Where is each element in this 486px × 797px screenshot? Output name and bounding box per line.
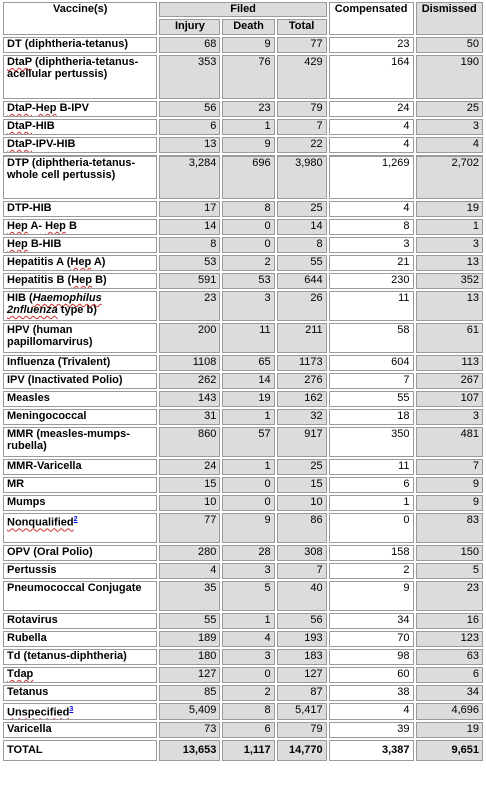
cell-injury: 6 bbox=[159, 119, 220, 135]
header-compensated: Compensated bbox=[329, 2, 414, 35]
cell-death: 4 bbox=[222, 631, 274, 647]
name-word: Haemophilus bbox=[32, 292, 102, 304]
vaccine-compensation-table bbox=[1, 0, 485, 763]
vaccine-name bbox=[3, 667, 157, 683]
vaccine-name bbox=[3, 37, 157, 53]
cell-dismissed: 3 bbox=[416, 237, 483, 253]
vaccine-name bbox=[3, 101, 157, 117]
vaccine-name bbox=[3, 155, 157, 199]
vaccine-name-text: Rotavirus bbox=[7, 614, 58, 626]
cell-dismissed: 50 bbox=[416, 37, 483, 53]
cell-death: 28 bbox=[222, 545, 274, 561]
cell-injury: 13 bbox=[159, 137, 220, 153]
cell-injury: 35 bbox=[159, 581, 220, 611]
table-row bbox=[3, 685, 483, 701]
cell-death: 1 bbox=[222, 613, 274, 629]
cell-dismissed: 25 bbox=[416, 101, 483, 117]
cell-compensated: 58 bbox=[329, 323, 414, 353]
cell-injury: 73 bbox=[159, 722, 220, 738]
total-total: 14,770 bbox=[277, 740, 327, 761]
cell-dismissed: 123 bbox=[416, 631, 483, 647]
name-word: DtaP bbox=[7, 120, 33, 132]
cell-injury: 180 bbox=[159, 649, 220, 665]
vaccine-name bbox=[3, 513, 157, 543]
cell-death: 65 bbox=[222, 355, 274, 371]
cell-death: 1 bbox=[222, 459, 274, 475]
vaccine-name bbox=[3, 291, 157, 321]
cell-injury: 23 bbox=[159, 291, 220, 321]
cell-dismissed: 6 bbox=[416, 667, 483, 683]
cell-death: 696 bbox=[222, 155, 274, 199]
header-dismissed: Dismissed bbox=[416, 2, 483, 35]
vaccine-name-text: DtaP-Hep B-IPV bbox=[7, 102, 89, 114]
vaccine-name bbox=[3, 273, 157, 289]
total-label: TOTAL bbox=[3, 740, 157, 761]
cell-injury: 143 bbox=[159, 391, 220, 407]
vaccine-name-text: MMR-Varicella bbox=[7, 460, 82, 472]
cell-injury: 14 bbox=[159, 219, 220, 235]
cell-injury: 68 bbox=[159, 37, 220, 53]
cell-compensated: 7 bbox=[329, 373, 414, 389]
cell-total: 7 bbox=[277, 119, 327, 135]
table-row bbox=[3, 119, 483, 135]
table-row bbox=[3, 201, 483, 217]
cell-death: 0 bbox=[222, 667, 274, 683]
cell-death: 6 bbox=[222, 722, 274, 738]
cell-total: 40 bbox=[277, 581, 327, 611]
cell-dismissed: 7 bbox=[416, 459, 483, 475]
vaccine-name-text: Tetanus bbox=[7, 686, 49, 698]
cell-injury: 31 bbox=[159, 409, 220, 425]
cell-dismissed: 3 bbox=[416, 119, 483, 135]
vaccine-name-text: Influenza (Trivalent) bbox=[7, 356, 111, 368]
name-word: DtaP bbox=[7, 56, 32, 68]
cell-compensated: 0 bbox=[329, 513, 414, 543]
cell-death: 9 bbox=[222, 37, 274, 53]
cell-injury: 200 bbox=[159, 323, 220, 353]
cell-dismissed: 63 bbox=[416, 649, 483, 665]
cell-total: 644 bbox=[277, 273, 327, 289]
table-row bbox=[3, 409, 483, 425]
table-row bbox=[3, 427, 483, 457]
cell-injury: 1108 bbox=[159, 355, 220, 371]
vaccine-name bbox=[3, 703, 157, 720]
cell-injury: 189 bbox=[159, 631, 220, 647]
vaccine-name-text: Varicella bbox=[7, 722, 52, 735]
cell-dismissed: 3 bbox=[416, 409, 483, 425]
cell-total: 79 bbox=[277, 722, 327, 738]
cell-total: 32 bbox=[277, 409, 327, 425]
cell-total: 1173 bbox=[277, 355, 327, 371]
cell-dismissed: 267 bbox=[416, 373, 483, 389]
vaccine-name bbox=[3, 631, 157, 647]
cell-total: 193 bbox=[277, 631, 327, 647]
table-row bbox=[3, 219, 483, 235]
header-vaccine: Vaccine(s) bbox=[3, 2, 157, 35]
vaccine-name-text: Mumps bbox=[7, 496, 46, 508]
cell-compensated: 4 bbox=[329, 201, 414, 217]
header-injury: Injury bbox=[159, 19, 220, 35]
vaccine-name bbox=[3, 685, 157, 701]
table-row bbox=[3, 155, 483, 199]
table-row bbox=[3, 477, 483, 493]
vaccine-name bbox=[3, 219, 157, 235]
cell-dismissed: 2,702 bbox=[416, 155, 483, 199]
cell-compensated: 9 bbox=[329, 581, 414, 611]
vaccine-name bbox=[3, 55, 157, 99]
cell-injury: 10 bbox=[159, 495, 220, 511]
vaccine-name-text: DtaP (diphtheria-tetanus-acellular pertussis) bbox=[7, 56, 139, 80]
vaccine-name-text: MR bbox=[7, 478, 25, 490]
cell-death: 23 bbox=[222, 101, 274, 117]
table-row bbox=[3, 495, 483, 511]
cell-death: 3 bbox=[222, 563, 274, 579]
cell-injury: 860 bbox=[159, 427, 220, 457]
cell-death: 9 bbox=[222, 137, 274, 153]
cell-dismissed: 23 bbox=[416, 581, 483, 611]
vaccine-name bbox=[3, 119, 157, 135]
cell-total: 7 bbox=[277, 563, 327, 579]
vaccine-name-text: Measles bbox=[7, 392, 50, 404]
name-word: Hep bbox=[71, 274, 92, 286]
cell-death: 9 bbox=[222, 513, 274, 543]
vaccine-name-text bbox=[7, 707, 69, 719]
table-row bbox=[3, 137, 483, 153]
cell-death: 1 bbox=[222, 119, 274, 135]
vaccine-name-text: HPV (human papillomarvirus) bbox=[7, 324, 93, 348]
cell-dismissed: 61 bbox=[416, 323, 483, 353]
cell-dismissed: 83 bbox=[416, 513, 483, 543]
vaccine-name-text bbox=[7, 668, 33, 680]
cell-injury: 5,409 bbox=[159, 703, 220, 720]
table-row bbox=[3, 667, 483, 683]
cell-compensated: 1 bbox=[329, 495, 414, 511]
cell-compensated: 55 bbox=[329, 391, 414, 407]
cell-injury: 3,284 bbox=[159, 155, 220, 199]
cell-compensated: 3 bbox=[329, 237, 414, 253]
table-row bbox=[3, 101, 483, 117]
cell-compensated: 158 bbox=[329, 545, 414, 561]
vaccine-name-text: Pertussis bbox=[7, 564, 57, 576]
cell-compensated: 98 bbox=[329, 649, 414, 665]
table-row bbox=[3, 722, 483, 738]
cell-total: 5,417 bbox=[277, 703, 327, 720]
cell-death: 1 bbox=[222, 409, 274, 425]
table-row bbox=[3, 237, 483, 253]
cell-total: 308 bbox=[277, 545, 327, 561]
vaccine-name-text: DTP-HIB bbox=[7, 202, 52, 214]
cell-compensated: 4 bbox=[329, 137, 414, 153]
cell-death: 0 bbox=[222, 477, 274, 493]
vaccine-name-text: Pneumococcal Conjugate bbox=[7, 582, 142, 594]
cell-compensated: 4 bbox=[329, 119, 414, 135]
cell-total: 56 bbox=[277, 613, 327, 629]
vaccine-name-text: Rubella bbox=[7, 632, 47, 644]
cell-injury: 127 bbox=[159, 667, 220, 683]
vaccine-name bbox=[3, 409, 157, 425]
cell-total: 162 bbox=[277, 391, 327, 407]
cell-dismissed: 150 bbox=[416, 545, 483, 561]
cell-total: 15 bbox=[277, 477, 327, 493]
cell-compensated: 24 bbox=[329, 101, 414, 117]
cell-injury: 15 bbox=[159, 477, 220, 493]
cell-total: 87 bbox=[277, 685, 327, 701]
cell-total: 276 bbox=[277, 373, 327, 389]
cell-injury: 56 bbox=[159, 101, 220, 117]
header-total: Total bbox=[277, 19, 327, 35]
cell-total: 22 bbox=[277, 137, 327, 153]
name-word: Hep bbox=[35, 102, 57, 114]
cell-total: 26 bbox=[277, 291, 327, 321]
vaccine-name bbox=[3, 613, 157, 629]
name-word: Unspecified bbox=[7, 706, 70, 719]
vaccine-name bbox=[3, 495, 157, 511]
table-row bbox=[3, 563, 483, 579]
cell-compensated: 164 bbox=[329, 55, 414, 99]
vaccine-name-text: Hepatitis B (Hep B) bbox=[7, 274, 107, 286]
cell-total: 25 bbox=[277, 459, 327, 475]
header-death: Death bbox=[222, 19, 274, 35]
vaccine-name bbox=[3, 459, 157, 475]
cell-death: 3 bbox=[222, 291, 274, 321]
cell-death: 3 bbox=[222, 649, 274, 665]
vaccine-name-text: HIB (Haemophilus 2nfluenza type b) bbox=[7, 292, 102, 316]
vaccine-name bbox=[3, 477, 157, 493]
cell-dismissed: 352 bbox=[416, 273, 483, 289]
vaccine-name bbox=[3, 201, 157, 217]
cell-death: 8 bbox=[222, 703, 274, 720]
cell-injury: 17 bbox=[159, 201, 220, 217]
cell-total: 211 bbox=[277, 323, 327, 353]
vaccine-name bbox=[3, 373, 157, 389]
vaccine-name bbox=[3, 563, 157, 579]
cell-compensated: 60 bbox=[329, 667, 414, 683]
cell-total: 79 bbox=[277, 101, 327, 117]
name-word: DtaP bbox=[7, 102, 33, 114]
cell-compensated: 604 bbox=[329, 355, 414, 371]
table-row bbox=[3, 581, 483, 611]
cell-compensated: 23 bbox=[329, 37, 414, 53]
table-row bbox=[3, 273, 483, 289]
cell-compensated: 11 bbox=[329, 459, 414, 475]
cell-death: 0 bbox=[222, 219, 274, 235]
vaccine-name bbox=[3, 323, 157, 353]
cell-total: 183 bbox=[277, 649, 327, 665]
cell-dismissed: 113 bbox=[416, 355, 483, 371]
footnote-link[interactable]: 2 bbox=[73, 516, 78, 523]
cell-total: 127 bbox=[277, 667, 327, 683]
cell-death: 5 bbox=[222, 581, 274, 611]
vaccine-name bbox=[3, 649, 157, 665]
cell-total: 8 bbox=[277, 237, 327, 253]
cell-dismissed: 107 bbox=[416, 391, 483, 407]
table-row bbox=[3, 703, 483, 720]
vaccine-name-text: IPV (Inactivated Polio) bbox=[7, 374, 123, 386]
vaccine-name bbox=[3, 137, 157, 153]
vaccine-name-text: Hepatitis A (Hep A) bbox=[7, 256, 106, 268]
vaccine-name bbox=[3, 355, 157, 371]
vaccine-name bbox=[3, 237, 157, 253]
total-injury: 13,653 bbox=[159, 740, 220, 761]
cell-compensated: 6 bbox=[329, 477, 414, 493]
table-row bbox=[3, 355, 483, 371]
cell-death: 57 bbox=[222, 427, 274, 457]
name-word: Hep bbox=[70, 256, 92, 268]
table-row bbox=[3, 291, 483, 321]
vaccine-name-text: Meningococcal bbox=[7, 410, 87, 422]
header-filed: Filed bbox=[159, 2, 326, 17]
cell-injury: 8 bbox=[159, 237, 220, 253]
table-row bbox=[3, 255, 483, 271]
vaccine-name bbox=[3, 427, 157, 457]
cell-death: 8 bbox=[222, 201, 274, 217]
vaccine-name bbox=[3, 581, 157, 611]
vaccine-name-text: Hep B-HIB bbox=[7, 238, 62, 250]
vaccine-name-text: DtaP-IPV-HIB bbox=[7, 138, 76, 150]
cell-injury: 24 bbox=[159, 459, 220, 475]
cell-injury: 53 bbox=[159, 255, 220, 271]
cell-dismissed: 5 bbox=[416, 563, 483, 579]
cell-total: 55 bbox=[277, 255, 327, 271]
table-row bbox=[3, 459, 483, 475]
cell-death: 2 bbox=[222, 255, 274, 271]
cell-total: 77 bbox=[277, 37, 327, 53]
name-word: Nonqualified bbox=[7, 516, 74, 529]
table-row bbox=[3, 545, 483, 561]
cell-injury: 280 bbox=[159, 545, 220, 561]
cell-compensated: 230 bbox=[329, 273, 414, 289]
cell-compensated: 1,269 bbox=[329, 155, 414, 199]
name-word: Tdap bbox=[7, 668, 34, 680]
cell-death: 11 bbox=[222, 323, 274, 353]
cell-death: 0 bbox=[222, 495, 274, 511]
cell-death: 76 bbox=[222, 55, 274, 99]
cell-death: 53 bbox=[222, 273, 274, 289]
cell-compensated: 8 bbox=[329, 219, 414, 235]
table-row bbox=[3, 323, 483, 353]
cell-compensated: 21 bbox=[329, 255, 414, 271]
cell-death: 19 bbox=[222, 391, 274, 407]
cell-injury: 55 bbox=[159, 613, 220, 629]
table-row bbox=[3, 513, 483, 543]
table-row bbox=[3, 37, 483, 53]
cell-dismissed: 19 bbox=[416, 722, 483, 738]
cell-dismissed: 1 bbox=[416, 219, 483, 235]
cell-death: 2 bbox=[222, 685, 274, 701]
cell-compensated: 18 bbox=[329, 409, 414, 425]
cell-injury: 353 bbox=[159, 55, 220, 99]
cell-dismissed: 481 bbox=[416, 427, 483, 457]
cell-compensated: 39 bbox=[329, 722, 414, 738]
name-word: Hep bbox=[45, 220, 66, 232]
cell-dismissed: 13 bbox=[416, 255, 483, 271]
cell-injury: 4 bbox=[159, 563, 220, 579]
cell-dismissed: 190 bbox=[416, 55, 483, 99]
cell-injury: 85 bbox=[159, 685, 220, 701]
table-row bbox=[3, 391, 483, 407]
cell-compensated: 2 bbox=[329, 563, 414, 579]
cell-injury: 77 bbox=[159, 513, 220, 543]
table-body bbox=[3, 37, 483, 738]
footnote-link[interactable]: 3 bbox=[69, 706, 74, 713]
cell-dismissed: 19 bbox=[416, 201, 483, 217]
cell-death: 0 bbox=[222, 237, 274, 253]
total-death: 1,117 bbox=[222, 740, 274, 761]
cell-injury: 262 bbox=[159, 373, 220, 389]
cell-total: 3,980 bbox=[277, 155, 327, 199]
vaccine-name-text: Hep A- Hep B bbox=[7, 220, 77, 232]
table-row bbox=[3, 613, 483, 629]
cell-total: 14 bbox=[277, 219, 327, 235]
cell-compensated: 38 bbox=[329, 685, 414, 701]
name-word: Hep bbox=[7, 220, 28, 232]
vaccine-name-text: DTP (diphtheria-tetanus-whole cell pertussis) bbox=[7, 157, 136, 181]
vaccine-name-text: DtaP-HIB bbox=[7, 120, 55, 132]
vaccine-name bbox=[3, 255, 157, 271]
cell-compensated: 11 bbox=[329, 291, 414, 321]
vaccine-name bbox=[3, 545, 157, 561]
cell-dismissed: 4,696 bbox=[416, 703, 483, 720]
vaccine-name-text: DT (diphtheria-tetanus) bbox=[7, 38, 129, 50]
cell-dismissed: 9 bbox=[416, 495, 483, 511]
cell-compensated: 34 bbox=[329, 613, 414, 629]
table-row bbox=[3, 55, 483, 99]
cell-dismissed: 13 bbox=[416, 291, 483, 321]
table-row bbox=[3, 373, 483, 389]
vaccine-name-text: OPV (Oral Polio) bbox=[7, 546, 93, 558]
cell-dismissed: 4 bbox=[416, 137, 483, 153]
vaccine-name-text: Td (tetanus-diphtheria) bbox=[7, 650, 127, 662]
vaccine-name bbox=[3, 722, 157, 738]
vaccine-name bbox=[3, 391, 157, 407]
name-word: Hep bbox=[7, 238, 28, 250]
table-row bbox=[3, 649, 483, 665]
name-word: DtaP bbox=[7, 138, 33, 150]
cell-compensated: 350 bbox=[329, 427, 414, 457]
cell-total: 86 bbox=[277, 513, 327, 543]
vaccine-name-text: MMR (measles-mumps-rubella) bbox=[7, 428, 130, 452]
table-row bbox=[3, 631, 483, 647]
vaccine-name-text bbox=[7, 517, 74, 529]
cell-compensated: 70 bbox=[329, 631, 414, 647]
total-compensated: 3,387 bbox=[329, 740, 414, 761]
cell-injury: 591 bbox=[159, 273, 220, 289]
cell-total: 25 bbox=[277, 201, 327, 217]
cell-dismissed: 16 bbox=[416, 613, 483, 629]
total-dismissed: 9,651 bbox=[416, 740, 483, 761]
cell-death: 14 bbox=[222, 373, 274, 389]
cell-total: 429 bbox=[277, 55, 327, 99]
cell-total: 10 bbox=[277, 495, 327, 511]
cell-dismissed: 34 bbox=[416, 685, 483, 701]
name-word: 2nfluenza bbox=[7, 304, 58, 316]
cell-total: 917 bbox=[277, 427, 327, 457]
cell-dismissed: 9 bbox=[416, 477, 483, 493]
cell-compensated: 4 bbox=[329, 703, 414, 720]
